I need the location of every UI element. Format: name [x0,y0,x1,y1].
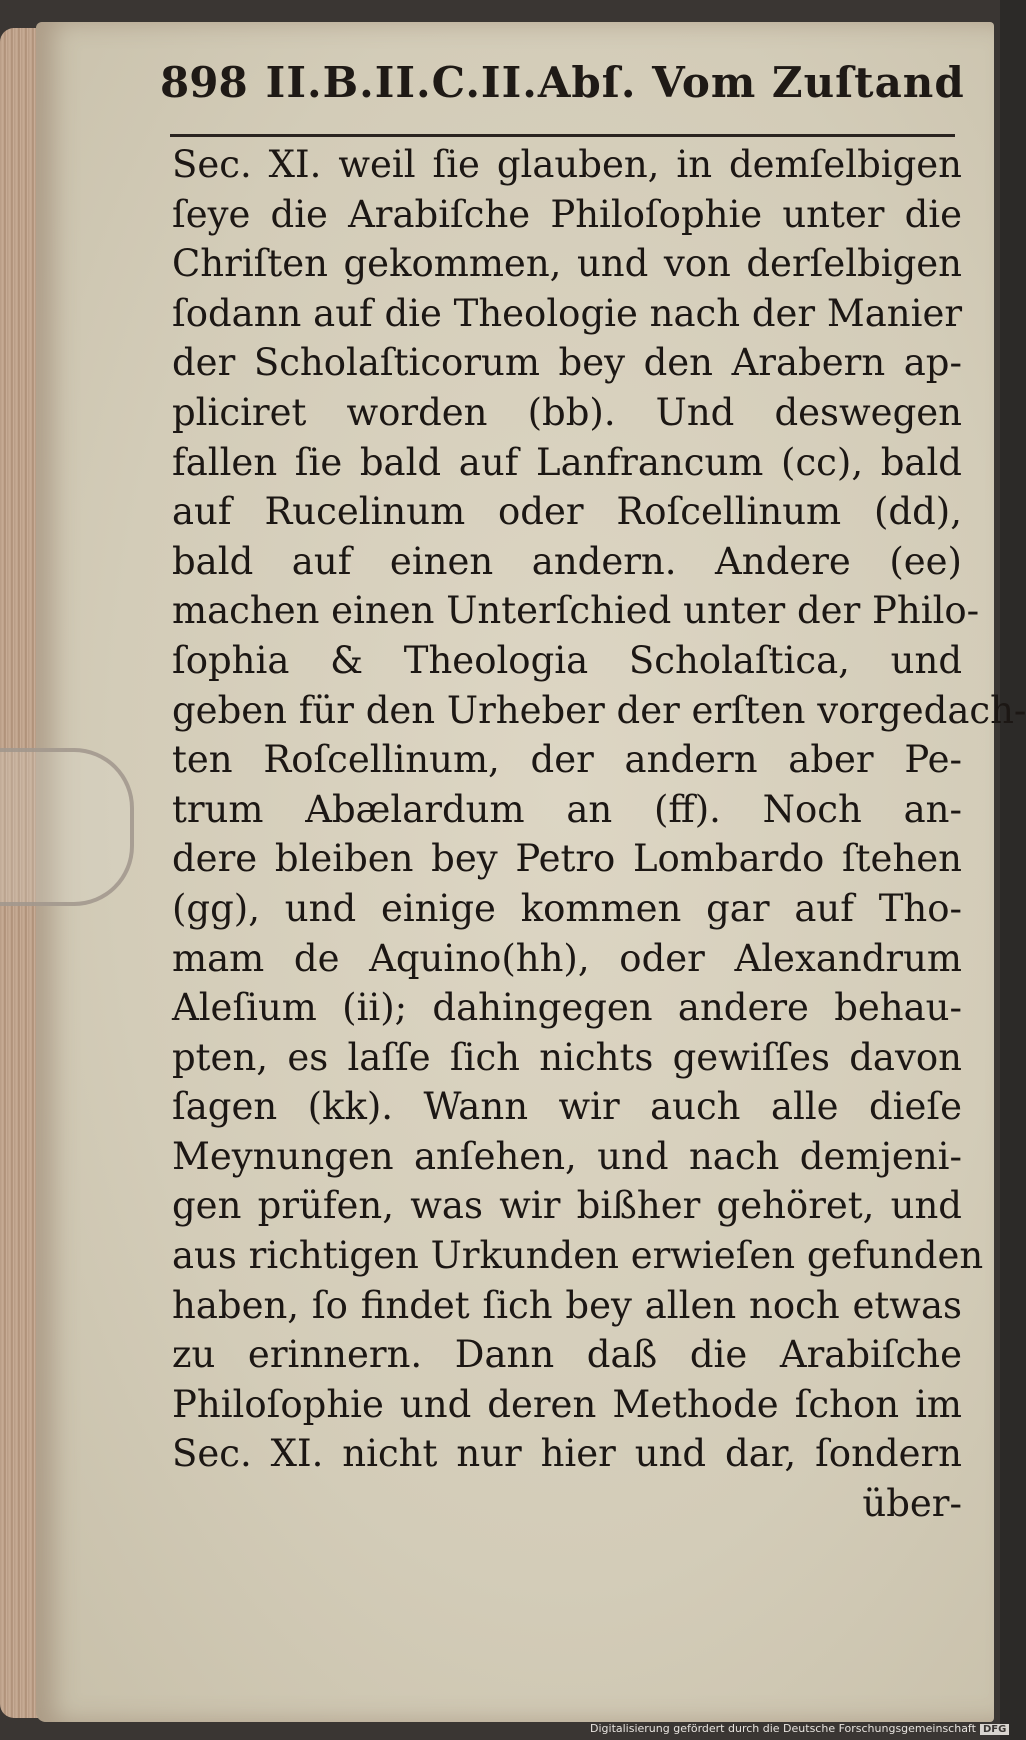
text-line: pten, es laſſe ſich nichts gewiſſes davon [172,1035,962,1079]
page-number: 898 [160,58,248,107]
text-line: ſeye die Arabiſche Philoſophie unter die [172,192,962,236]
text-line: haben, ſo findet ſich bey allen noch etwas [172,1283,962,1327]
text-line: ſophia & Theologia Scholaſtica, und [172,638,962,682]
page-clip-holder [0,748,134,906]
text-line: auf Rucelinum oder Roſcellinum (dd), [172,490,962,534]
text-line: aus richtigen Urkunden erwieſen gefunden [172,1234,984,1278]
text-line: zu erinnern. Dann daß die Arabiſche [172,1333,962,1377]
credit-text: Digitalisierung gefördert durch die Deutsche Forschungsgemeinschaft [590,1722,976,1735]
text-line: ten Roſcellinum, der andern aber Pe- [172,738,962,782]
text-line: geben für den Urheber der erſten vorgedach- [172,688,1026,732]
text-line: ſagen (kk). Wann wir auch alle dieſe [172,1085,962,1129]
running-head-title: II.B.II.C.II.Abſ. Vom Zuſtand [265,58,965,107]
text-line: Sec. XI. nicht nur hier und dar, ſondern [172,1432,962,1476]
text-line: machen einen Unterſchied unter der Philo- [172,589,980,633]
text-line: Sec. XI. weil ſie glauben, in demſelbigen [172,143,962,186]
text-line: Philoſophie und deren Methode ſchon im [172,1382,962,1426]
text-line: pliciret worden (bb). Und deswegen [172,390,962,434]
text-line: ſodann auf die Theologie nach der Manier [172,291,963,335]
text-line: Chriſten gekommen, und von derſelbigen [172,242,962,286]
text-line: gen prüfen, was wir bißher gehöret, und [172,1184,962,1228]
text-line: Meynungen anſehen, und nach demjeni- [172,1134,962,1178]
dfg-logo: DFG [980,1724,1009,1735]
digitization-credit [590,1722,1007,1738]
running-head [160,58,965,128]
body-text [172,140,1026,1529]
text-line: fallen ſie bald auf Lanfrancum (cc), bald [172,440,962,484]
text-line: trum Abælardum an (ff). Noch an- [172,787,962,831]
header-rule [170,134,955,137]
catchword: über- [862,1482,962,1526]
text-line: mam de Aquino(hh), oder Alexandrum [172,936,962,980]
text-line: (gg), und einige kommen gar auf Tho- [172,886,962,930]
text-line: bald auf einen andern. Andere (ee) [172,539,962,583]
text-line: Aleſium (ii); dahingegen andere behau- [172,986,962,1030]
text-line: der Scholaſticorum bey den Arabern ap- [172,341,962,385]
text-line: dere bleiben bey Petro Lombardo ſtehen [172,837,962,881]
